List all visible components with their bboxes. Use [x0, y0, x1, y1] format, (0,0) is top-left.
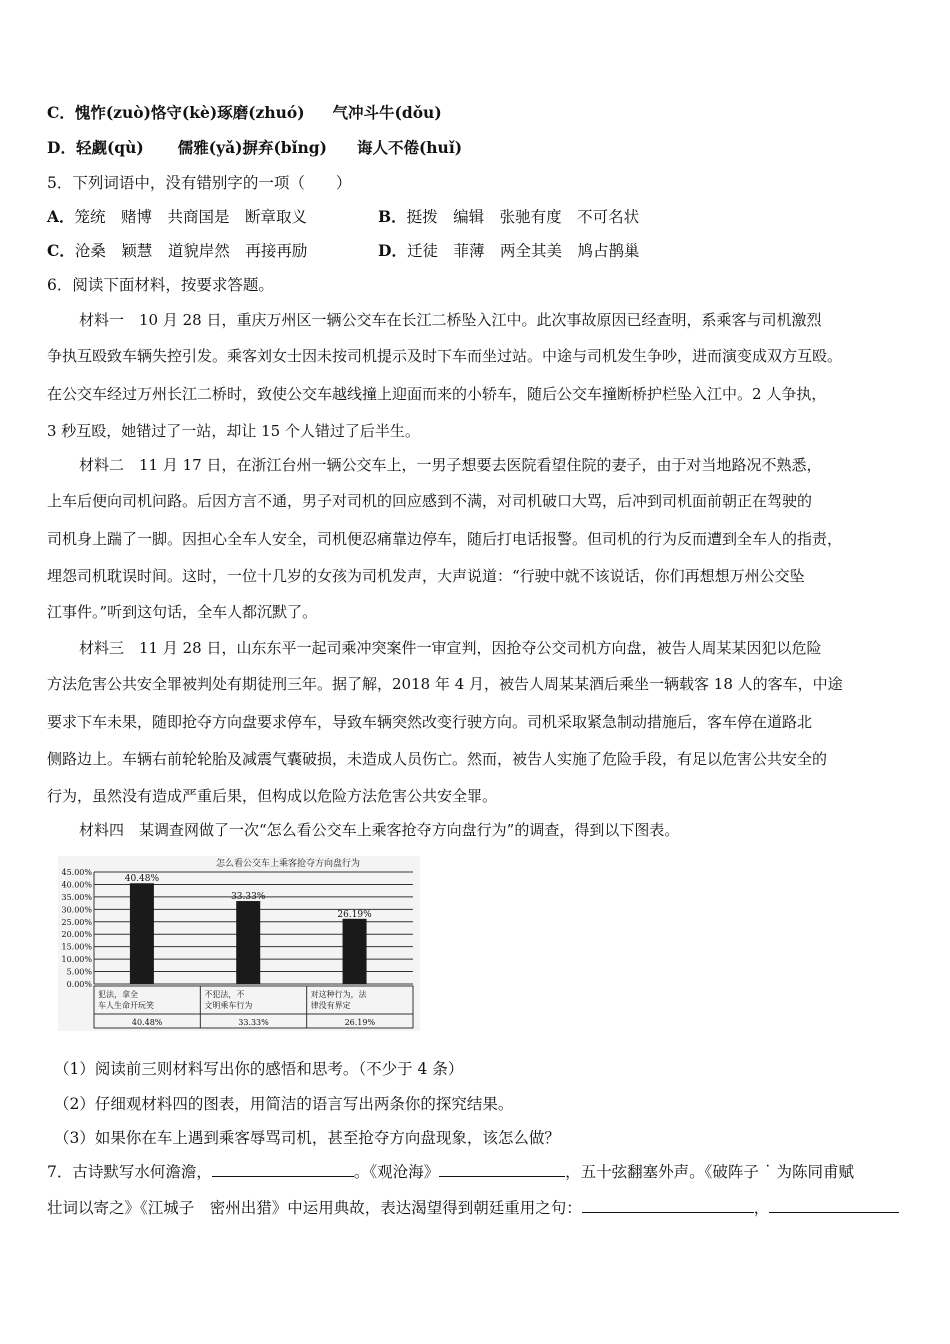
chart-title: 怎么看公交车上乘客抢夺方向盘行为 [215, 859, 361, 869]
y-tick-label: 15.00% [61, 942, 92, 952]
q4-option-d-idiom: 诲人不倦(huǐ) [356, 138, 463, 157]
table-value: 26.19% [344, 1018, 376, 1027]
data-label: 33.33% [231, 892, 266, 903]
material3-line: 要求下车未果，随即抢夺方向盘要求停车，导致车辆突然改变行驶方向。司机采取紧急制动措施后，客车停在道路北 [47, 713, 813, 731]
material3-line: 行为，虽然没有造成严重后果，但构成以危险方法危害公共安全罪。 [47, 787, 498, 805]
q4-option-c-words: 愧怍(zuò)恪守(kè)琢磨(zhuó) [74, 103, 305, 122]
q7-text-2a: 壮词以寄之》《江城子 密州出猎》中运用典故，表达渴望得到朝廷重用之句： [47, 1199, 582, 1217]
material1-line: 争执互殴致车辆失控引发。乘客刘女士因未按司机提示及时下车而坐过站。中途与司机发生争吵，进而演变成双方互殴。 [47, 347, 843, 365]
y-tick-label: 25.00% [61, 917, 92, 927]
q6-sub3: （3）如果你在车上遇到乘客辱骂司机，甚至抢夺方向盘现象，该怎么做？ [54, 1129, 560, 1147]
q5-option-c [47, 241, 307, 261]
category-label: 文明乘车行为 [204, 1001, 253, 1010]
category-label: 犯法，拿全 [98, 990, 138, 999]
q7-text-2b: ， [753, 1199, 770, 1217]
material1-line: 3 秒互殴，她错过了一站，却让 15 个人错过了后半生。 [47, 422, 420, 440]
data-label: 40.48% [124, 874, 160, 885]
material4-line: 材料四 某调查网做了一次“怎么看公交车上乘客抢夺方向盘行为”的调查，得到以下图表。 [79, 821, 680, 839]
q7-line2 [47, 1198, 899, 1218]
q5-option-a [47, 207, 307, 227]
q6-sub2: （2）仔细观材料四的图表，用简洁的语言写出两条你的探究结果。 [54, 1095, 514, 1113]
survey-bar-chart [58, 856, 420, 1031]
y-tick-label: 40.00% [61, 880, 92, 890]
y-tick-label: 35.00% [61, 892, 92, 902]
q7-blank-2[interactable] [439, 1162, 565, 1177]
table-value: 40.48% [131, 1018, 163, 1027]
q6-sub1: （1）阅读前三则材料写出你的感悟和思考。（不少于 4 条） [54, 1060, 464, 1078]
q4-option-d [47, 138, 462, 158]
q4-option-c-letter: C． [47, 103, 75, 122]
q7-blank-3[interactable] [582, 1198, 754, 1213]
category-label: 律没有界定 [310, 1001, 351, 1010]
q5-stem: 5．下列词语中，没有错别字的一项（ ） [47, 174, 352, 192]
y-tick-label: 0.00% [66, 980, 92, 989]
data-label: 26.19% [337, 909, 372, 920]
bar [236, 901, 260, 984]
q5-option-b [378, 207, 639, 227]
y-tick-label: 5.00% [66, 967, 92, 977]
material2-line: 江事件。”听到这句话，全车人都沉默了。 [47, 603, 318, 621]
q7-text-1c: ，五十弦翻塞外声。《破阵子 ˙ 为陈同甫赋 [565, 1163, 854, 1181]
table-value: 33.33% [238, 1018, 269, 1027]
q5-option-d-letter: D． [378, 241, 407, 260]
q5-option-c-letter: C． [47, 241, 75, 260]
bar [130, 883, 154, 984]
q7-text-1a: 7．古诗默写水何澹澹， [47, 1163, 212, 1181]
q5-option-b-text: 挺拨 编辑 张驰有度 不可名状 [406, 208, 640, 226]
q5-option-a-text: 笼统 赌博 共商国是 断章取义 [74, 208, 308, 226]
q5-option-a-letter: A． [47, 207, 75, 226]
q5-option-d [378, 241, 639, 261]
q4-option-c [47, 103, 442, 123]
q5-option-c-text: 沧桑 颖慧 道貌岸然 再接再励 [74, 242, 308, 260]
material2-line: 材料二 11 月 17 日，在浙江台州一辆公交车上，一男子想要去医院看望住院的妻子，由于对当地路况不熟悉， [79, 456, 822, 474]
material3-line: 侧路边上。车辆右前轮轮胎及减震气囊破损，未造成人员伤亡。然而，被告人实施了危险手段，有足以危害公共安全的 [47, 750, 828, 768]
q4-option-d-letter: D． [47, 138, 76, 157]
q4-option-d-words: 儒雅(yǎ)摒弃(bǐng) [177, 138, 327, 157]
material3-line: 方法危害公共安全罪被判处有期徒刑三年。据了解，2018 年 4 月，被告人周某某酒后乘坐一辆载客 18 人的客车，中途 [47, 675, 843, 693]
material1-line: 在公交车经过万州长江二桥时，致使公交车越线撞上迎面而来的小轿车，随后公交车撞断桥护栏坠入江中。2 人争执， [47, 385, 827, 403]
category-label: 车人生命开玩笑 [98, 1001, 154, 1010]
material2-line: 埋怨司机耽误时间。这时，一位十几岁的女孩为司机发声，大声说道：“行驶中就不该说话，你们再想想万州公交坠 [47, 567, 805, 585]
q5-option-d-text: 迁徒 菲薄 两全其美 鸠占鹊巢 [406, 242, 640, 260]
q4-option-d-word1: 轻觑(qù) [75, 138, 144, 157]
material1-line: 材料一 10 月 28 日，重庆万州区一辆公交车在长江二桥坠入江中。此次事故原因已经查明，系乘客与司机激烈 [79, 311, 822, 329]
q4-option-c-idiom: 气冲斗牛(dǒu) [332, 103, 442, 122]
y-tick-label: 20.00% [61, 930, 92, 940]
q7-blank-1[interactable] [212, 1162, 354, 1177]
material3-line: 材料三 11 月 28 日，山东东平一起司乘冲突案件一审宣判，因抢夺公交司机方向盘，被告人周某某因犯以危险 [79, 639, 822, 657]
y-tick-label: 45.00% [61, 868, 92, 877]
q7-blank-4[interactable] [769, 1198, 899, 1213]
bar [343, 919, 367, 984]
q6-stem: 6．阅读下面材料，按要求答题。 [47, 276, 274, 294]
category-label: 不犯法，不 [204, 990, 245, 999]
y-tick-label: 30.00% [61, 905, 92, 915]
y-tick-label: 10.00% [61, 955, 92, 965]
material2-line: 司机身上踹了一脚。因担心全车人安全，司机便忍痛靠边停车，随后打电话报警。但司机的行为反而遭到全车人的指责， [47, 530, 843, 548]
q7-text-1b: 。《观沧海》 [353, 1163, 440, 1181]
category-label: 对这种行为，法 [310, 990, 367, 999]
q7-line1 [47, 1162, 854, 1182]
q5-option-b-letter: B． [378, 207, 407, 226]
material2-line: 上车后便向司机问路。后因方言不通，男子对司机的回应感到不满，对司机破口大骂，后冲到司机面前朝正在驾驶的 [47, 492, 813, 510]
